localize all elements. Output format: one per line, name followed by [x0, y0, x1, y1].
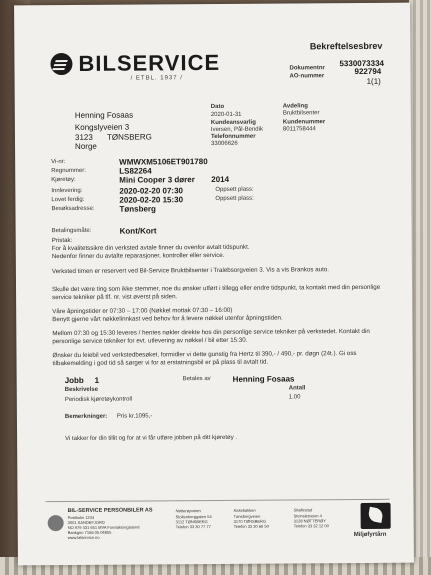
letter-page [14, 3, 414, 566]
footer-col2-line2: 3170 TØNSBERG [233, 518, 267, 524]
recipient-name: Henning Fosaas [74, 110, 134, 120]
bemerkninger-label: Bemerkninger: [64, 413, 108, 421]
body-paragraph-4: Verksted timen er reservert ved Bil-Service Bruktbilsenter i Tralebsorgveien 3. Vis a vis Brankos auto. [51, 266, 330, 276]
ao-value: 922794 [354, 66, 382, 77]
betales-value: Henning Fosaas [232, 374, 295, 384]
footer-col1-line3: Telefon 33 30 77 77 [175, 524, 211, 530]
brand-name: BILSERVICE [78, 49, 221, 76]
telefon-value: 33006626 [211, 140, 238, 148]
footer-emblem-icon [48, 515, 64, 531]
footer-addr-5: www.bilservice.no [67, 534, 100, 541]
brand-tagline: / ETBL. 1937 / [130, 75, 183, 82]
betaling-value: Kont/Kort [119, 226, 157, 236]
beskrivelse-value: Periodisk kjøretøykontroll [64, 396, 133, 404]
footer-col1-line1: Stoltenberggaten 54 [175, 514, 212, 520]
recipient-street: Kongslyveien 3 [74, 122, 130, 132]
bemerkninger-value: Pris kr.1095,- [116, 413, 153, 420]
footer-col3-line3: Telefon 33 32 12 00 [293, 523, 329, 529]
year-value: 2014 [211, 174, 230, 185]
footer-company: BIL-SERVICE PERSONBILER AS [67, 507, 153, 515]
besok-label: Besøksadresse: [51, 205, 95, 213]
innlevering-value: 2020-02-20 07:30 [119, 186, 183, 196]
job-number: 1 [94, 375, 100, 385]
pristak-line: Pristak: [51, 236, 73, 245]
avdeling-label: Avdeling [282, 103, 308, 110]
kundeansvarlig-label: Kundeansvarlig [210, 119, 256, 127]
kundenummer-value: 8011758444 [282, 126, 316, 133]
betales-label: Betales av [182, 376, 211, 383]
footer-col1-title: Nøtterøyveien [175, 508, 201, 514]
besok-value: Tønsberg [119, 204, 156, 214]
footer-addr-1: Postboks 1234 [67, 514, 95, 521]
beskrivelse-label: Beskrivelse [64, 386, 99, 394]
vin-value: WMWXM5106ET901780 [119, 157, 208, 167]
body-paragraph-8: Mellom 07:30 og 15:30 leveres / hentes nøkler direkte hos din personlige service tekniker på verkstedet. Kontakt din personlige service tekniker for evt. utlevering av nøkkel / bil etter 15:30. [52, 327, 370, 346]
reg-label: Regnummer: [51, 167, 86, 175]
kundeansvarlig-value: Iversen, Pål-Bendik [210, 126, 263, 134]
reg-value: LS82264 [119, 166, 152, 176]
body-paragraph-6: Våre åpningstider er 07:30 – 17:00 (Nøkkel mottak 07:30 – 16:00) [52, 306, 233, 316]
kjoretoy-label: Kjøretøy: [51, 176, 76, 184]
job-label: Jobb [64, 375, 84, 386]
footer-addr-2: 3001 SANDEFJORD [67, 519, 105, 526]
bilservice-logo-icon [50, 53, 72, 75]
body-paragraph-3: Nedenfor finner du avtalte reparasjoner, kontroller eller service. [51, 251, 225, 261]
dato-value: 2020-01-31 [210, 111, 242, 119]
footer-col2-title: Kirkebakken [233, 507, 256, 513]
footer-addr-4: Bankgiro 7166.05.04855 [67, 529, 112, 536]
lovet-label: Lovet ferdig: [51, 196, 85, 204]
kjoretoy-value: Mini Cooper 3 dører [119, 175, 195, 185]
body-paragraph-7: Benytt gjerne vårt nøkkelinnkast ved behov for å levere nøkkel utenfor åpningstiden. [52, 314, 283, 324]
footer-col1-line2: 3112 TØNSBERG [175, 519, 208, 525]
dato-label: Dato [210, 103, 225, 111]
footer-col3-title: Skallestad [293, 507, 313, 513]
miljofyrtarn-icon [361, 503, 391, 529]
document-type: Bekreftelsesbrev [309, 40, 383, 52]
body-paragraph-9: Ønsker du leiebil ved verkstedbesøket, formidler vi dette gunstig fra Hertz til 390,- / 490,- pr. døgn (24t.). Gi oss tilbakemelding i god tid så sørger vi for at erstatningsbil er på plass til avtalt tid. [52, 350, 357, 368]
recipient-country: Norge [75, 141, 97, 151]
vin-label: Vi-nr: [51, 159, 66, 166]
lovet-value: 2020-02-20 15:30 [119, 195, 184, 205]
footer-divider [46, 499, 390, 502]
kundenummer-label: Kundenummer [282, 119, 326, 126]
closing-text: Vi takker for din tillit og for at vi får utføre jobben på ditt kjøretøy . [65, 434, 238, 443]
antall-label: Antall [288, 385, 306, 392]
miljofyrtarn-label: Miljøfyrtårn [353, 531, 387, 539]
telefon-label: Telefonnummer [210, 133, 256, 141]
dokumentnr-label: Dokumentnr [289, 65, 325, 72]
footer-col2-line1: Tønsbergveien [233, 513, 261, 519]
footer-col2-line3: Telefon 33 30 66 50 [233, 523, 269, 529]
avdeling-value: Bruktbilsenter [282, 110, 320, 117]
footer-addr-3: NO 979 431 651 MVA Foretaksregisteret [67, 524, 140, 531]
footer-col3-line1: Steinsletveien 4 [293, 513, 322, 519]
oppsett-plass-1: Oppsett plass: [215, 186, 254, 193]
footer-col3-line2: 3128 NØTTERØY [293, 518, 326, 524]
body-paragraph-5: Skulle det være ting som ikke stemmer, noe du ønsker utført i tillegg eller endre tidspunkt, ta kontakt med din personlige service tekniker på tlf. nr. vist øverst på siden. [52, 283, 381, 302]
page-number: 1(1) [366, 76, 381, 86]
antall-value: 1.00 [288, 394, 301, 401]
innlevering-label: Innlevering: [51, 187, 83, 195]
recipient-city: TØNSBERG [106, 132, 152, 142]
dokumentnr-value: 5330073334 [339, 58, 384, 69]
oppsett-plass-2: Oppsett plass: [215, 195, 254, 202]
recipient-postcode: 3123 [74, 132, 93, 142]
ao-label: AO-nummer [289, 73, 325, 80]
body-paragraph-2: For å kvalitetssikre din verksted avtale finner du ovenfor avtalt tidspunkt. [51, 243, 250, 253]
betaling-label: Betalingsmåte: [51, 227, 92, 235]
